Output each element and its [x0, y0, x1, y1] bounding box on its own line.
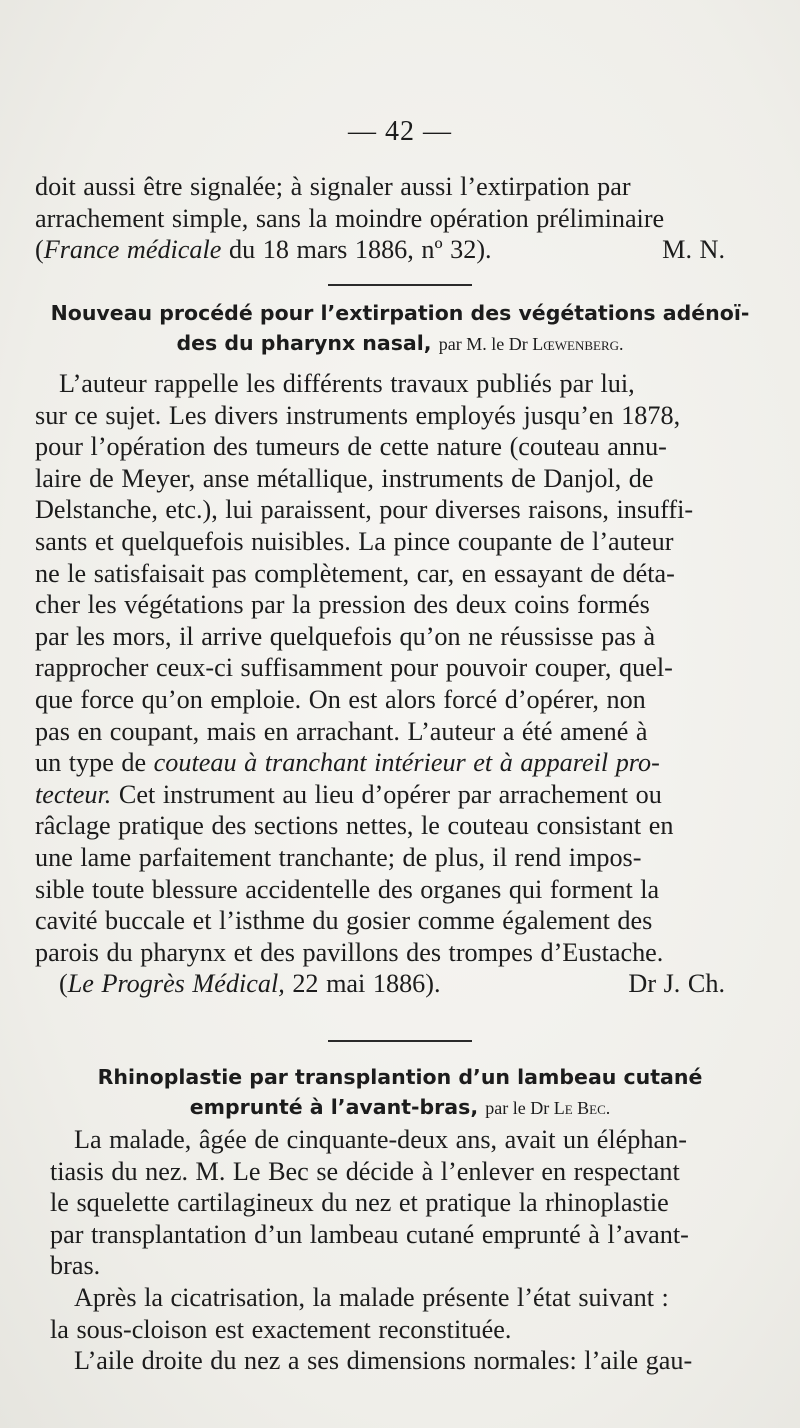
article-heading — [30, 1062, 770, 1123]
text-line: une lame parfaitement tranchante; de plus, il rend impos- — [35, 842, 642, 872]
article-body — [35, 368, 765, 1000]
byline: par le Dr Le Bec. — [485, 1098, 611, 1118]
journal-title: France médicale — [43, 235, 222, 265]
text-line: la sous-cloison est exactement reconstituée. — [50, 1314, 512, 1344]
text-line: parois du pharynx et des pavillons des trompes d’Eustache. — [35, 937, 664, 967]
heading-line: Rhinoplastie par transplantion d’un lambeau cutané — [97, 1065, 703, 1089]
text-line: tiasis du nez. M. Le Bec se décide à l’enlever en respectant — [50, 1156, 680, 1186]
source-citation: (Le Progrès Médical, 22 mai 1886). Dr J. Ch. — [59, 969, 725, 999]
text-line: que force qu’on emploie. On est alors forcé d’opérer, non — [35, 684, 646, 714]
text-line: L’auteur rappelle les différents travaux publiés par lui, — [59, 369, 635, 398]
continuation-paragraph — [35, 171, 765, 266]
text-line: un type de couteau à tranchant intérieur et à appareil pro- — [35, 748, 660, 778]
text-line: sants et quelquefois nuisibles. La pince coupante de l’auteur — [35, 526, 674, 556]
text-line: Après la cicatrisation, la malade présente l’état suivant : — [74, 1282, 669, 1312]
text-line: bras. — [50, 1251, 101, 1281]
text-line: cher les végétations par la pression des deux coins formés — [35, 590, 650, 620]
article-body — [50, 1124, 777, 1377]
text-line: par les mors, il arrive quelquefois qu’on ne réussisse pas à — [35, 621, 656, 651]
text-line: doit aussi être signalée; à signaler aussi l’extirpation par — [35, 172, 631, 201]
text-line: pas en coupant, mais en arrachant. L’auteur a été amené à — [35, 716, 648, 746]
text-line: par transplantation d’un lambeau cutané emprunté à l’avant- — [50, 1219, 689, 1249]
text-line: ne le satisfaisait pas complètement, car, en essayant de déta- — [35, 558, 675, 588]
text-line: cavité buccale et l’isthme du gosier comme également des — [35, 906, 653, 936]
text-line: laire de Meyer, anse métallique, instruments de Danjol, de — [35, 463, 654, 493]
text-line: L’aile droite du nez a ses dimensions normales: l’aile gau- — [74, 1346, 693, 1376]
signature: Dr J. Ch. — [628, 969, 725, 999]
text-line: sible toute blessure accidentelle des organes qui forment la — [35, 874, 660, 904]
article-heading — [30, 298, 770, 359]
text-line: sur ce sujet. Les divers instruments employés jusqu’en 1878, — [35, 400, 681, 430]
text-line: arrachement simple, sans la moindre opération préliminaire — [35, 203, 665, 233]
text-line: (France médicale du 18 mars 1886, nº 32). M. N. — [35, 235, 725, 265]
text-line: La malade, âgée de cinquante-deux ans, avait un éléphan- — [74, 1125, 687, 1154]
section-divider — [328, 1040, 472, 1042]
heading-line: des du pharynx nasal, par M. le Dr Lœwenberg. — [176, 331, 624, 355]
heading-line: emprunté à l’avant-bras, par le Dr Le Bec. — [189, 1095, 611, 1119]
heading-line: Nouveau procédé pour l’extirpation des végétations adénoï- — [50, 301, 750, 325]
byline: par M. le Dr Lœwenberg. — [438, 334, 624, 354]
signature: M. N. — [662, 235, 725, 265]
section-divider — [328, 284, 472, 286]
text-line: le squelette cartilagineux du nez et pratique la rhinoplastie — [50, 1188, 669, 1218]
text-line: râclage pratique des sections nettes, le couteau consistant en — [35, 811, 674, 841]
text-line: pour l’opération des tumeurs de cette nature (couteau annu- — [35, 432, 667, 462]
text-line: tecteur. Cet instrument au lieu d’opérer par arrachement ou — [35, 779, 662, 809]
page-number: — 42 — — [348, 116, 452, 147]
text-line: rapprocher ceux-ci suffisamment pour pouvoir couper, quel- — [35, 653, 673, 683]
text-line: Delstanche, etc.), lui paraissent, pour diverses raisons, insuffi- — [35, 495, 694, 525]
